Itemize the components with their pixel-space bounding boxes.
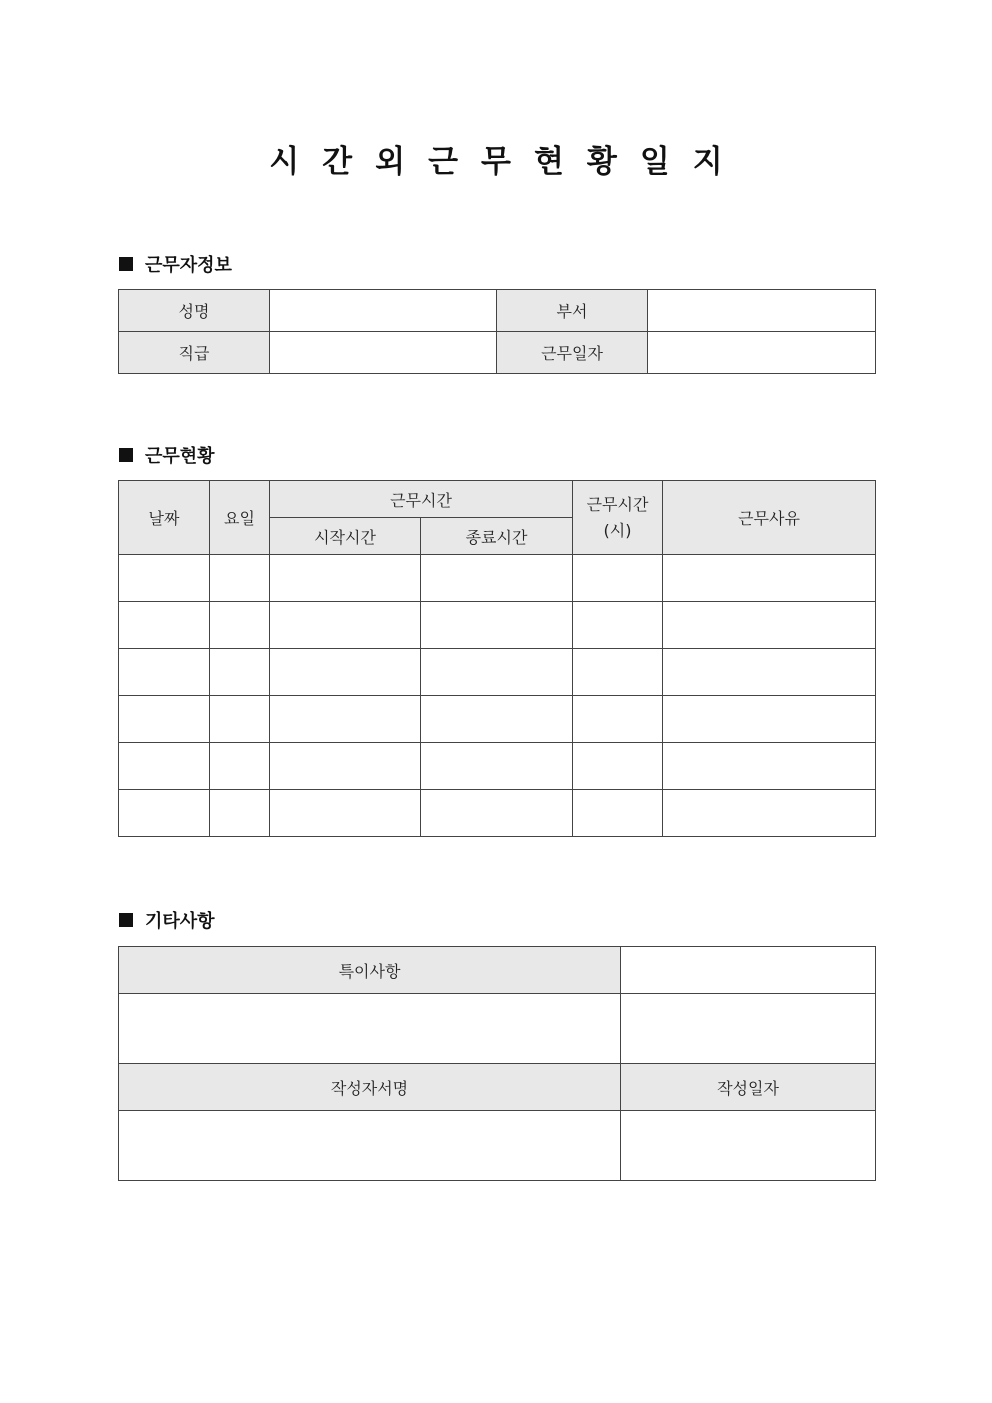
rank-field[interactable]: [270, 332, 497, 374]
work-hours-cell[interactable]: [573, 602, 663, 649]
section-heading-worker-info: [119, 252, 232, 276]
date-cell[interactable]: [119, 743, 210, 790]
signature-field[interactable]: [119, 1111, 621, 1181]
remarks-side-cell[interactable]: [621, 947, 876, 994]
work-hours-cell[interactable]: [573, 649, 663, 696]
weekday-cell[interactable]: [210, 649, 270, 696]
work-reason-cell[interactable]: [663, 696, 876, 743]
end-time-cell[interactable]: [421, 696, 573, 743]
work-time-header: 근무시간: [270, 481, 573, 518]
section-label: 기타사항: [145, 911, 215, 932]
remarks-label: 특이사항: [119, 947, 621, 994]
table-row: [119, 555, 876, 602]
written-date-field[interactable]: [621, 1111, 876, 1181]
rank-label: 직급: [119, 332, 270, 374]
date-cell[interactable]: [119, 602, 210, 649]
weekday-cell[interactable]: [210, 602, 270, 649]
section-heading-misc: [119, 908, 215, 932]
weekday-header: 요일: [210, 481, 270, 555]
section-label: 근무현황: [145, 446, 215, 467]
weekday-cell[interactable]: [210, 696, 270, 743]
section-label: 근무자정보: [145, 255, 232, 276]
work-reason-cell[interactable]: [663, 743, 876, 790]
work-reason-cell[interactable]: [663, 649, 876, 696]
table-row: [119, 743, 876, 790]
work-status-table: [118, 480, 876, 837]
work-hours-cell[interactable]: [573, 555, 663, 602]
start-time-cell[interactable]: [270, 649, 421, 696]
name-label: 성명: [119, 290, 270, 332]
start-time-cell[interactable]: [270, 790, 421, 837]
signature-label: 작성자서명: [119, 1064, 621, 1111]
page-title: 시간외근무현황일지: [269, 144, 746, 180]
work-date-field[interactable]: [648, 332, 876, 374]
start-time-cell[interactable]: [270, 743, 421, 790]
misc-table: [118, 946, 876, 1181]
end-time-cell[interactable]: [421, 743, 573, 790]
table-row: [119, 602, 876, 649]
work-reason-header: 근무사유: [663, 481, 876, 555]
remarks-field[interactable]: [119, 994, 621, 1064]
end-time-cell[interactable]: [421, 602, 573, 649]
date-cell[interactable]: [119, 555, 210, 602]
end-time-cell[interactable]: [421, 649, 573, 696]
dept-field[interactable]: [648, 290, 876, 332]
date-cell[interactable]: [119, 790, 210, 837]
date-cell[interactable]: [119, 649, 210, 696]
table-row: [119, 649, 876, 696]
end-time-cell[interactable]: [421, 555, 573, 602]
work-hours-cell[interactable]: [573, 790, 663, 837]
date-cell[interactable]: [119, 696, 210, 743]
work-reason-cell[interactable]: [663, 602, 876, 649]
work-hours-cell[interactable]: [573, 743, 663, 790]
start-time-cell[interactable]: [270, 555, 421, 602]
start-time-cell[interactable]: [270, 602, 421, 649]
square-bullet-icon: [119, 913, 133, 927]
worker-info-table: [118, 289, 876, 374]
end-time-cell[interactable]: [421, 790, 573, 837]
work-reason-cell[interactable]: [663, 790, 876, 837]
square-bullet-icon: [119, 448, 133, 462]
written-date-label: 작성일자: [621, 1064, 876, 1111]
dept-label: 부서: [497, 290, 648, 332]
end-time-header: 종료시간: [421, 518, 573, 555]
square-bullet-icon: [119, 257, 133, 271]
weekday-cell[interactable]: [210, 743, 270, 790]
section-heading-work-status: [119, 443, 215, 467]
work-hours-header: 근무시간(시): [573, 481, 663, 555]
work-hours-cell[interactable]: [573, 696, 663, 743]
work-date-label: 근무일자: [497, 332, 648, 374]
name-field[interactable]: [270, 290, 497, 332]
date-header: 날짜: [119, 481, 210, 555]
start-time-cell[interactable]: [270, 696, 421, 743]
table-row: [119, 696, 876, 743]
weekday-cell[interactable]: [210, 555, 270, 602]
table-row: [119, 790, 876, 837]
remarks-side-field[interactable]: [621, 994, 876, 1064]
work-reason-cell[interactable]: [663, 555, 876, 602]
start-time-header: 시작시간: [270, 518, 421, 555]
weekday-cell[interactable]: [210, 790, 270, 837]
